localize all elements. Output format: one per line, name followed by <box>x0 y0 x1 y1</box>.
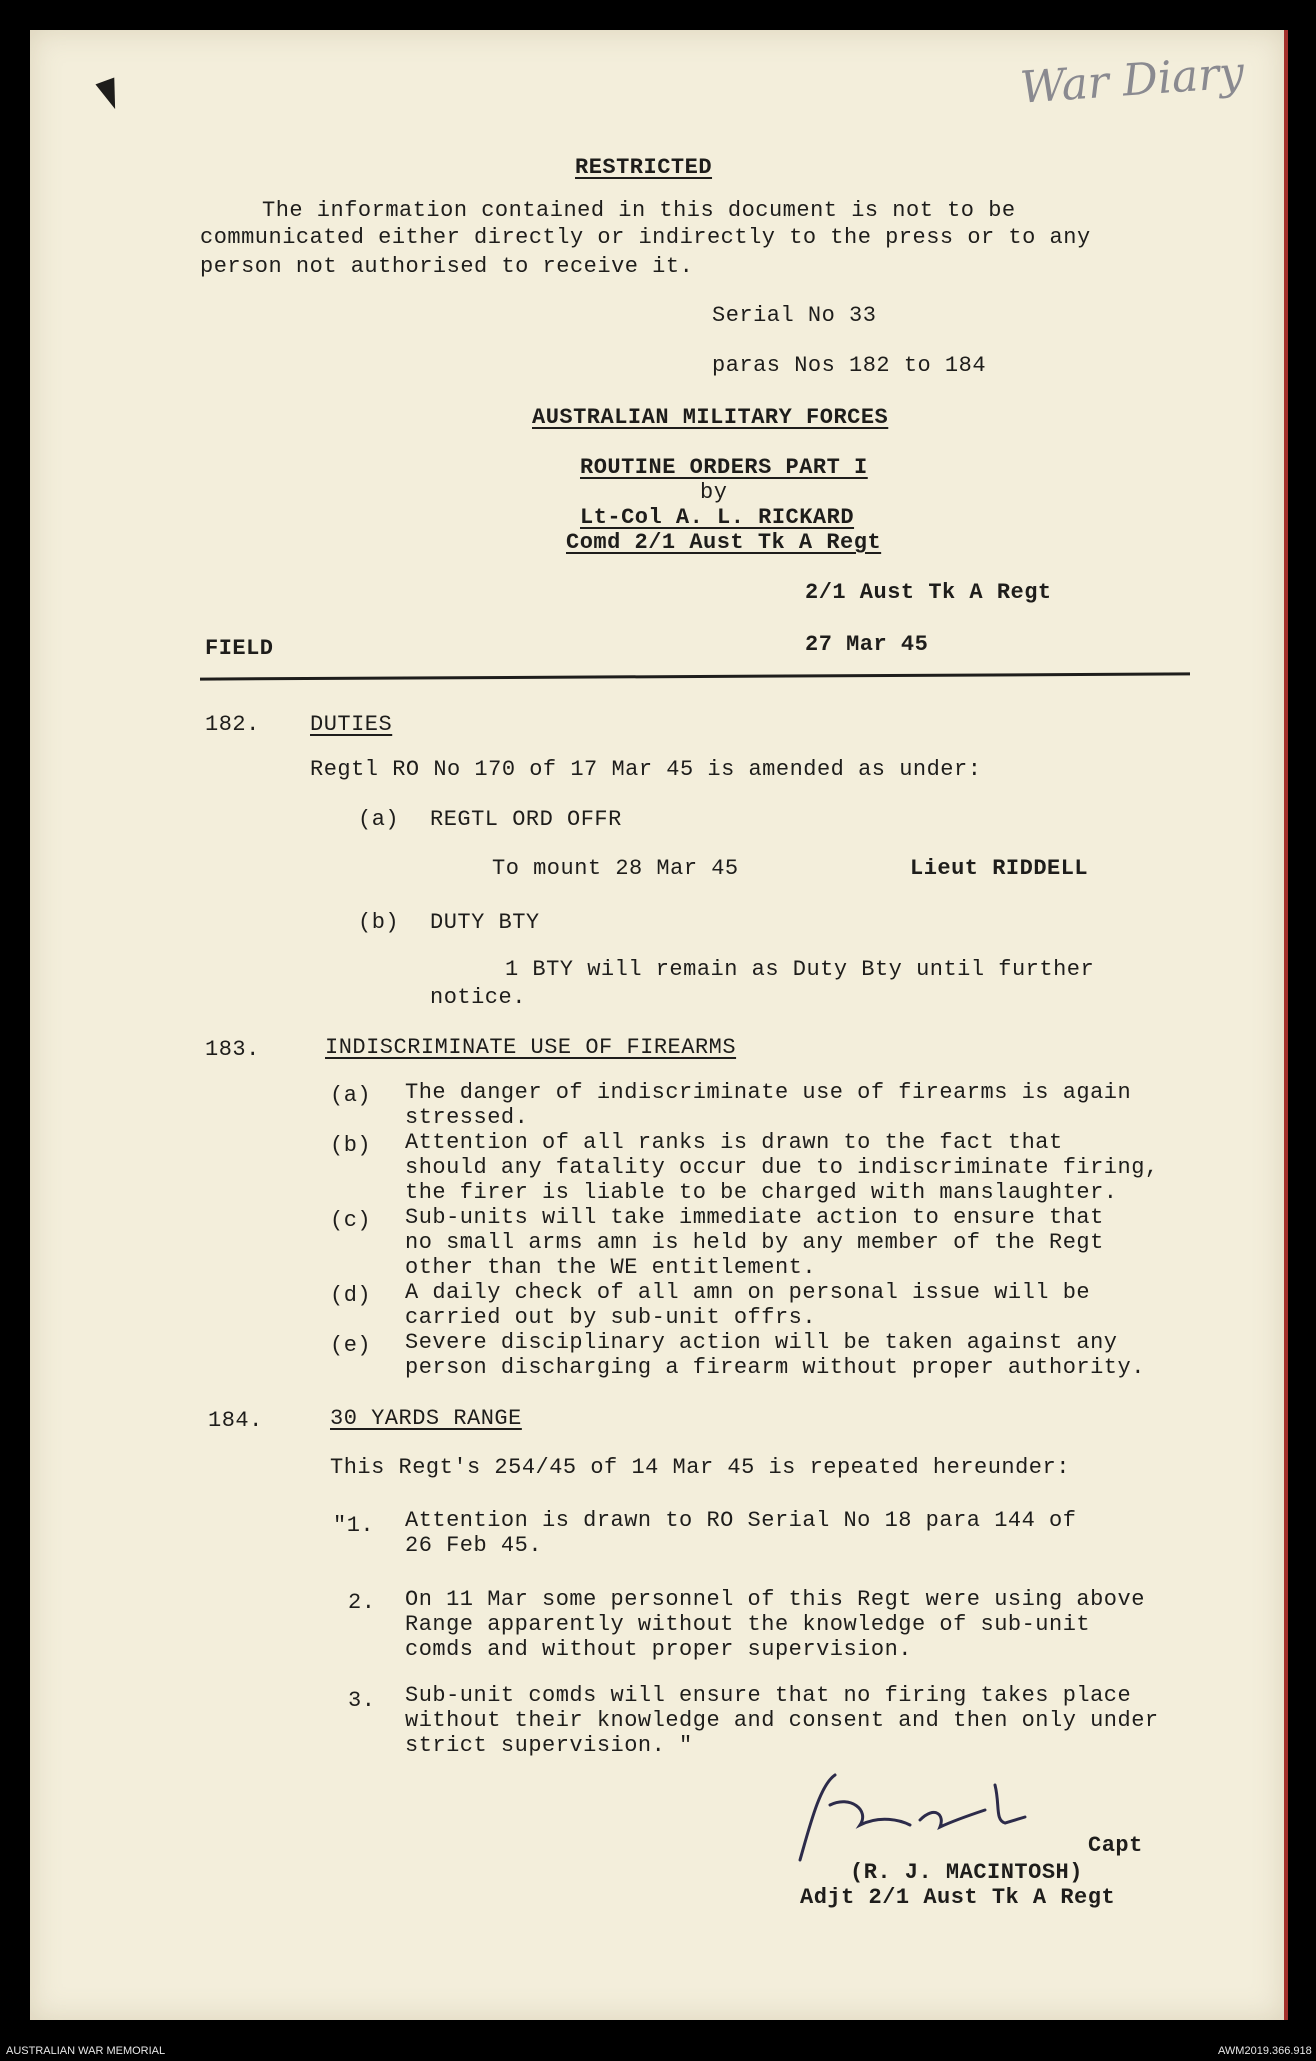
routine-orders-heading: ROUTINE ORDERS PART I <box>580 455 868 480</box>
para-184-3-line-3: strict supervision. " <box>405 1733 693 1758</box>
para-182-a-label: (a) <box>358 807 400 832</box>
para-182-a-name: Lieut RIDDELL <box>910 856 1089 881</box>
para-183-c-label: (c) <box>330 1208 372 1233</box>
page-edge <box>1284 30 1288 2020</box>
para-184-3-line-1: Sub-unit comds will ensure that no firing takes place <box>405 1683 1132 1708</box>
commanding-officer: Lt-Col A. L. RICKARD <box>580 505 855 530</box>
notice-line-3: person not authorised to receive it. <box>200 254 694 279</box>
para-183-a-line-1: The danger of indiscriminate use of firearms is again <box>405 1080 1132 1105</box>
para-183-number: 183. <box>205 1037 260 1062</box>
para-183-e-line-1: Severe disciplinary action will be taken against any <box>405 1330 1118 1355</box>
para-182-b-title: DUTY BTY <box>430 910 540 935</box>
para-184-2-label: 2. <box>348 1590 376 1615</box>
para-184-3-line-2: without their knowledge and consent and then only under <box>405 1708 1159 1733</box>
para-182-a-title: REGTL ORD OFFR <box>430 807 622 832</box>
para-183-e-label: (e) <box>330 1333 372 1358</box>
footer-accession-number: AWM2019.366.918 <box>1218 2045 1312 2057</box>
para-184-2-line-1: On 11 Mar some personnel of this Regt were using above <box>405 1587 1145 1612</box>
para-182-number: 182. <box>205 712 260 737</box>
para-183-a-label: (a) <box>330 1083 372 1108</box>
para-182-b-line-2: notice. <box>430 985 526 1010</box>
serial-number: Serial No 33 <box>712 303 877 328</box>
para-183-c-line-3: other than the WE entitlement. <box>405 1255 817 1280</box>
command-unit: Comd 2/1 Aust Tk A Regt <box>566 530 882 555</box>
para-183-c-line-2: no small arms amn is held by any member of the Regt <box>405 1230 1104 1255</box>
para-183-b-label: (b) <box>330 1133 372 1158</box>
para-184-1-line-1: Attention is drawn to RO Serial No 18 para 144 of <box>405 1508 1077 1533</box>
handwritten-signature <box>780 1765 1040 1875</box>
signatory-name: (R. J. MACINTOSH) <box>850 1860 1083 1885</box>
para-184-1-label: "1. <box>333 1513 375 1538</box>
para-184-number: 184. <box>208 1408 263 1433</box>
signatory-rank: Capt <box>1088 1833 1143 1858</box>
para-183-title: INDISCRIMINATE USE OF FIREARMS <box>325 1035 737 1060</box>
unit-name: 2/1 Aust Tk A Regt <box>805 580 1052 605</box>
location: FIELD <box>205 636 274 661</box>
para-183-a-line-2: stressed. <box>405 1105 529 1130</box>
classification: RESTRICTED <box>575 155 713 180</box>
para-182-title: DUTIES <box>310 712 393 737</box>
para-184-intro: This Regt's 254/45 of 14 Mar 45 is repeated hereunder: <box>330 1455 1070 1480</box>
order-date: 27 Mar 45 <box>805 632 929 657</box>
org-heading: AUSTRALIAN MILITARY FORCES <box>532 405 889 430</box>
para-183-d-line-1: A daily check of all amn on personal issue will be <box>405 1280 1091 1305</box>
para-184-3-label: 3. <box>348 1688 376 1713</box>
para-183-e-line-2: person discharging a firearm without proper authority. <box>405 1355 1145 1380</box>
para-184-title: 30 YARDS RANGE <box>330 1406 522 1431</box>
signatory-role: Adjt 2/1 Aust Tk A Regt <box>800 1885 1116 1910</box>
para-182-a-line: To mount 28 Mar 45 <box>492 856 739 881</box>
para-183-d-line-2: carried out by sub-unit offrs. <box>405 1305 817 1330</box>
notice-line-1: The information contained in this document is not to be <box>262 198 1016 223</box>
para-183-d-label: (d) <box>330 1283 372 1308</box>
handwritten-note: War Diary <box>1018 47 1246 114</box>
by-label: by <box>700 480 728 505</box>
para-182-b-line-1: 1 BTY will remain as Duty Bty until further <box>505 957 1095 982</box>
para-183-b-line-1: Attention of all ranks is drawn to the fact that <box>405 1130 1063 1155</box>
para-184-1-line-2: 26 Feb 45. <box>405 1533 543 1558</box>
para-184-2-line-3: comds and without proper supervision. <box>405 1637 912 1662</box>
paras-range: paras Nos 182 to 184 <box>712 353 987 378</box>
para-183-b-line-2: should any fatality occur due to indiscriminate firing, <box>405 1155 1159 1180</box>
para-182-b-label: (b) <box>358 910 400 935</box>
para-183-c-line-1: Sub-units will take immediate action to ensure that <box>405 1205 1104 1230</box>
notice-line-2: communicated either directly or indirectly to the press or to any <box>200 225 1091 250</box>
para-183-b-line-3: the firer is liable to be charged with manslaughter. <box>405 1180 1118 1205</box>
para-184-2-line-2: Range apparently without the knowledge of sub-unit <box>405 1612 1091 1637</box>
para-182-intro: Regtl RO No 170 of 17 Mar 45 is amended as under: <box>310 757 982 782</box>
footer-archive-name: AUSTRALIAN WAR MEMORIAL <box>6 2045 166 2057</box>
